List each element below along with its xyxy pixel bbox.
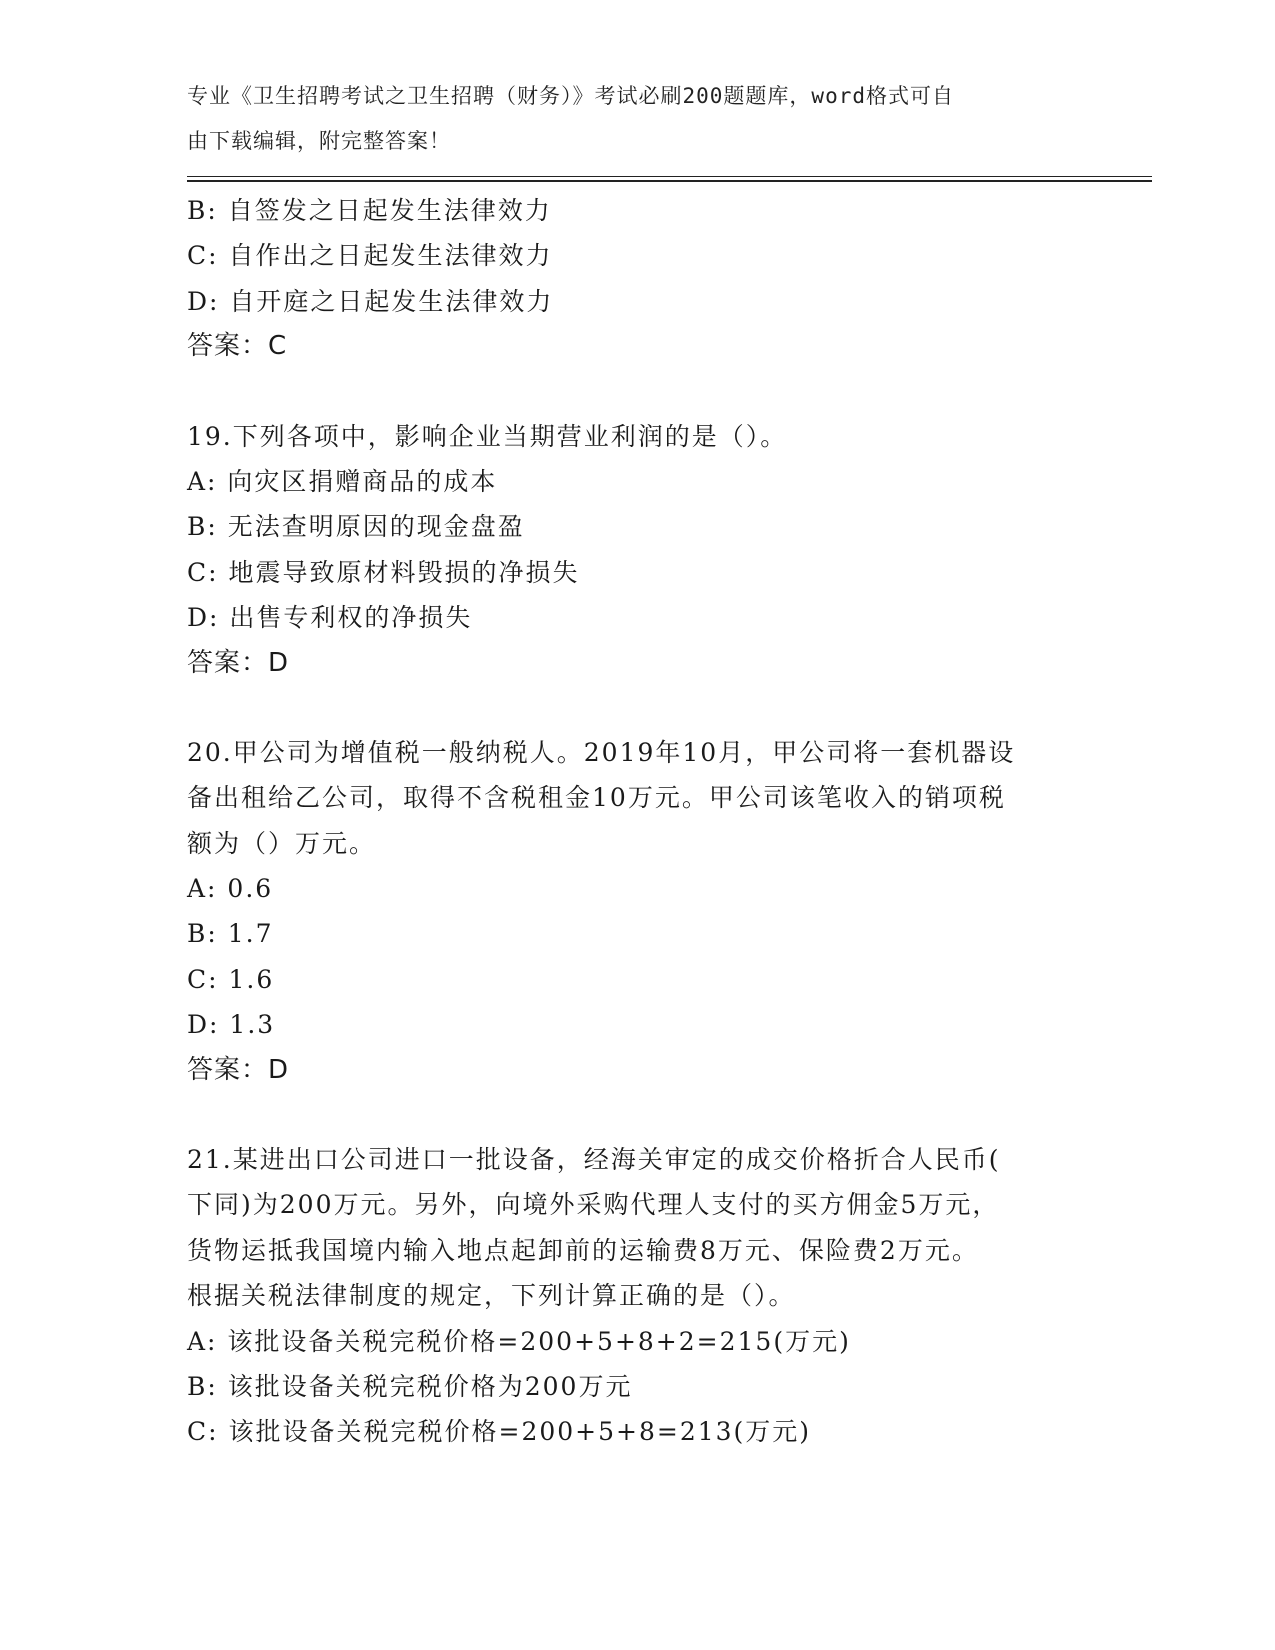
q21-option-b: B: 该批设备关税完税价格为200万元: [187, 1371, 633, 1401]
q20-question-line-2: 备出租给乙公司，取得不含税租金10万元。甲公司该笔收入的销项税: [187, 783, 1006, 813]
q20-option-b: B: 1.7: [187, 919, 274, 949]
header-divider-thick: [187, 180, 1152, 182]
q20-option-a: A: 0.6: [187, 874, 274, 904]
q18-answer: 答案：C: [187, 331, 288, 362]
q19-answer: 答案：D: [187, 647, 290, 678]
q19-option-b: B: 无法查明原因的现金盘盈: [187, 512, 525, 542]
document-header: [187, 74, 1067, 165]
spacer: [187, 370, 1087, 414]
question-18-block: [187, 188, 1087, 370]
q18-option-c: C: 自作出之日起发生法律效力: [187, 241, 553, 271]
header-line-2: 由下载编辑，附完整答案！: [187, 129, 451, 154]
spacer: [187, 1093, 1087, 1137]
header-divider-thin: [187, 176, 1152, 177]
q19-option-d: D: 出售专利权的净损失: [187, 603, 473, 633]
q21-question-line-3: 货物运抵我国境内输入地点起卸前的运输费8万元、保险费2万元。: [187, 1235, 979, 1265]
question-21-block: [187, 1137, 1087, 1455]
spacer: [187, 686, 1087, 730]
q20-answer: 答案：D: [187, 1054, 290, 1085]
question-19-block: [187, 414, 1087, 686]
q18-option-d: D: 自开庭之日起发生法律效力: [187, 286, 554, 316]
question-20-block: [187, 730, 1087, 1093]
q20-option-d: D: 1.3: [187, 1010, 276, 1040]
q21-option-c: C: 该批设备关税完税价格=200+5+8=213(万元): [187, 1417, 812, 1447]
q19-question: 19.下列各项中，影响企业当期营业利润的是（）。: [187, 421, 788, 451]
q21-question-line-4: 根据关税法律制度的规定，下列计算正确的是（）。: [187, 1281, 796, 1311]
q20-question-line-1: 20.甲公司为增值税一般纳税人。2019年10月，甲公司将一套机器设: [187, 737, 1016, 767]
q20-question-line-3: 额为（）万元。: [187, 828, 377, 858]
q20-option-c: C: 1.6: [187, 964, 275, 994]
q21-question-line-2: 下同)为200万元。另外，向境外采购代理人支付的买方佣金5万元，: [187, 1190, 1000, 1220]
question-list: [187, 188, 1087, 1455]
q19-option-a: A: 向灾区捐赠商品的成本: [187, 466, 498, 496]
q18-option-b: B: 自签发之日起发生法律效力: [187, 196, 552, 225]
q21-question-line-1: 21.某进出口公司进口一批设备，经海关审定的成交价格折合人民币(: [187, 1145, 1001, 1175]
q19-option-c: C: 地震导致原材料毁损的净损失: [187, 557, 580, 587]
header-line-1: 专业《卫生招聘考试之卫生招聘（财务）》考试必刷200题题库，word格式可自: [187, 84, 954, 108]
q21-option-a: A: 该批设备关税完税价格=200+5+8+2=215(万元): [187, 1326, 851, 1356]
